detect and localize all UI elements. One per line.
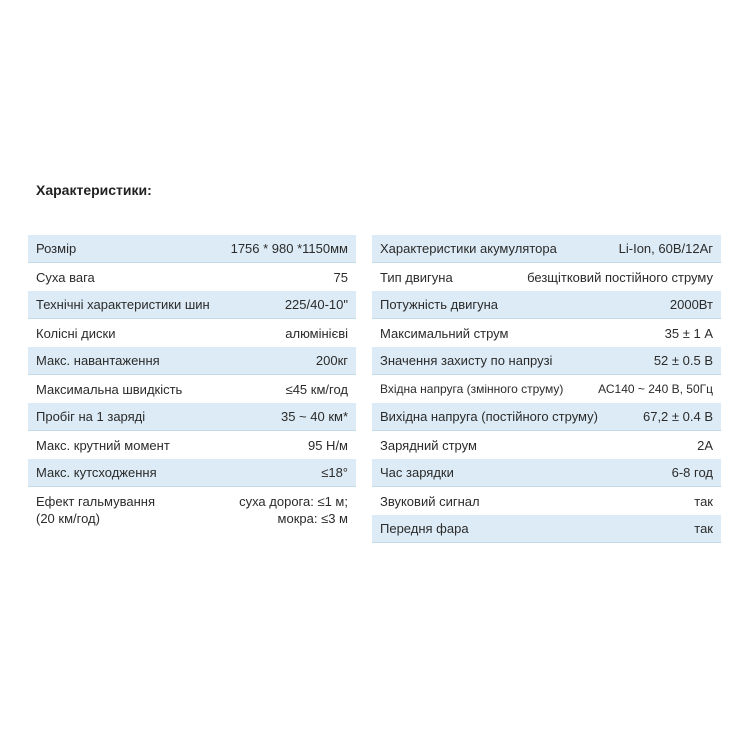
table-row: [372, 515, 721, 543]
row-label: Вхідна напруга (змінного струму): [380, 382, 564, 396]
row-value: 35 ~ 40 км*: [280, 409, 348, 424]
row-label: Вихідна напруга (постійного струму): [380, 409, 598, 424]
row-label: Тип двигуна: [380, 269, 453, 285]
row-value: [198, 493, 348, 527]
row-value: 67,2 ± 0.4 В: [642, 409, 713, 424]
table-row: [372, 235, 721, 263]
table-row: [28, 431, 356, 459]
row-value: ≤45 км/год: [285, 381, 348, 397]
table-row: [28, 291, 356, 319]
table-row: [28, 375, 356, 403]
table-row: [372, 263, 721, 291]
row-label: Зарядний струм: [380, 437, 477, 453]
row-value: 35 ± 1 А: [664, 325, 713, 341]
table-row: [372, 291, 721, 319]
table-row: [28, 263, 356, 291]
table-row: [372, 347, 721, 375]
row-label: Макс. кутсходження: [36, 465, 157, 480]
row-value-line: мокра: ≤3 м: [277, 511, 348, 526]
row-label: Значення захисту по напрузі: [380, 353, 553, 368]
row-label: Максимальна швидкість: [36, 381, 183, 397]
row-label: Колісні диски: [36, 325, 116, 341]
table-row: [28, 235, 356, 263]
table-row: [28, 319, 356, 347]
specs-table-right: [372, 235, 721, 543]
row-value: 1756 * 980 *1150мм: [230, 241, 348, 256]
row-value: 2А: [697, 437, 713, 453]
table-row: [372, 487, 721, 515]
row-value: безщітковий постійного струму: [527, 269, 713, 285]
row-value-line: суха дорога: ≤1 м;: [239, 494, 348, 509]
row-label: Звуковий сигнал: [380, 493, 480, 509]
table-row: [372, 459, 721, 487]
row-value: ≤18°: [321, 465, 348, 480]
row-value: так: [694, 493, 713, 509]
row-label: Передня фара: [380, 521, 469, 536]
specs-table-left: [28, 235, 356, 537]
row-value: Li-Ion, 60В/12Аг: [618, 241, 713, 256]
row-value: 52 ± 0.5 В: [653, 353, 713, 368]
row-label: Характеристики акумулятора: [380, 241, 557, 256]
table-row: [28, 403, 356, 431]
row-label: [36, 493, 186, 527]
table-row: [372, 403, 721, 431]
row-value: 75: [333, 269, 348, 285]
row-value: 200кг: [315, 353, 348, 368]
row-label: Макс. крутний момент: [36, 437, 170, 453]
row-value: 95 Н/м: [307, 437, 348, 453]
row-label: Пробіг на 1 заряді: [36, 409, 146, 424]
row-label: Час зарядки: [380, 465, 454, 480]
row-label: Суха вага: [36, 269, 95, 285]
row-value: так: [694, 521, 713, 536]
row-label-line: Ефект гальмування: [36, 494, 156, 509]
row-label-line: (20 км/год): [36, 511, 100, 526]
row-label: Макс. навантаження: [36, 353, 160, 368]
row-value: АС140 ~ 240 В, 50Гц: [598, 382, 713, 396]
table-row: [28, 347, 356, 375]
table-row: [372, 319, 721, 347]
row-label: Розмір: [36, 241, 77, 256]
row-label: Максимальний струм: [380, 325, 509, 341]
table-row: [28, 459, 356, 487]
row-value: 225/40-10": [284, 297, 348, 312]
row-value: 6-8 год: [671, 465, 713, 480]
row-label: Потужність двигуна: [380, 297, 499, 312]
row-label: Технічні характеристики шин: [36, 297, 210, 312]
row-value: алюмінієві: [285, 325, 348, 341]
table-row: [28, 487, 356, 537]
table-row: [372, 431, 721, 459]
table-row: [372, 375, 721, 403]
row-value: 2000Вт: [669, 297, 713, 312]
page-title: Характеристики:: [36, 182, 152, 198]
